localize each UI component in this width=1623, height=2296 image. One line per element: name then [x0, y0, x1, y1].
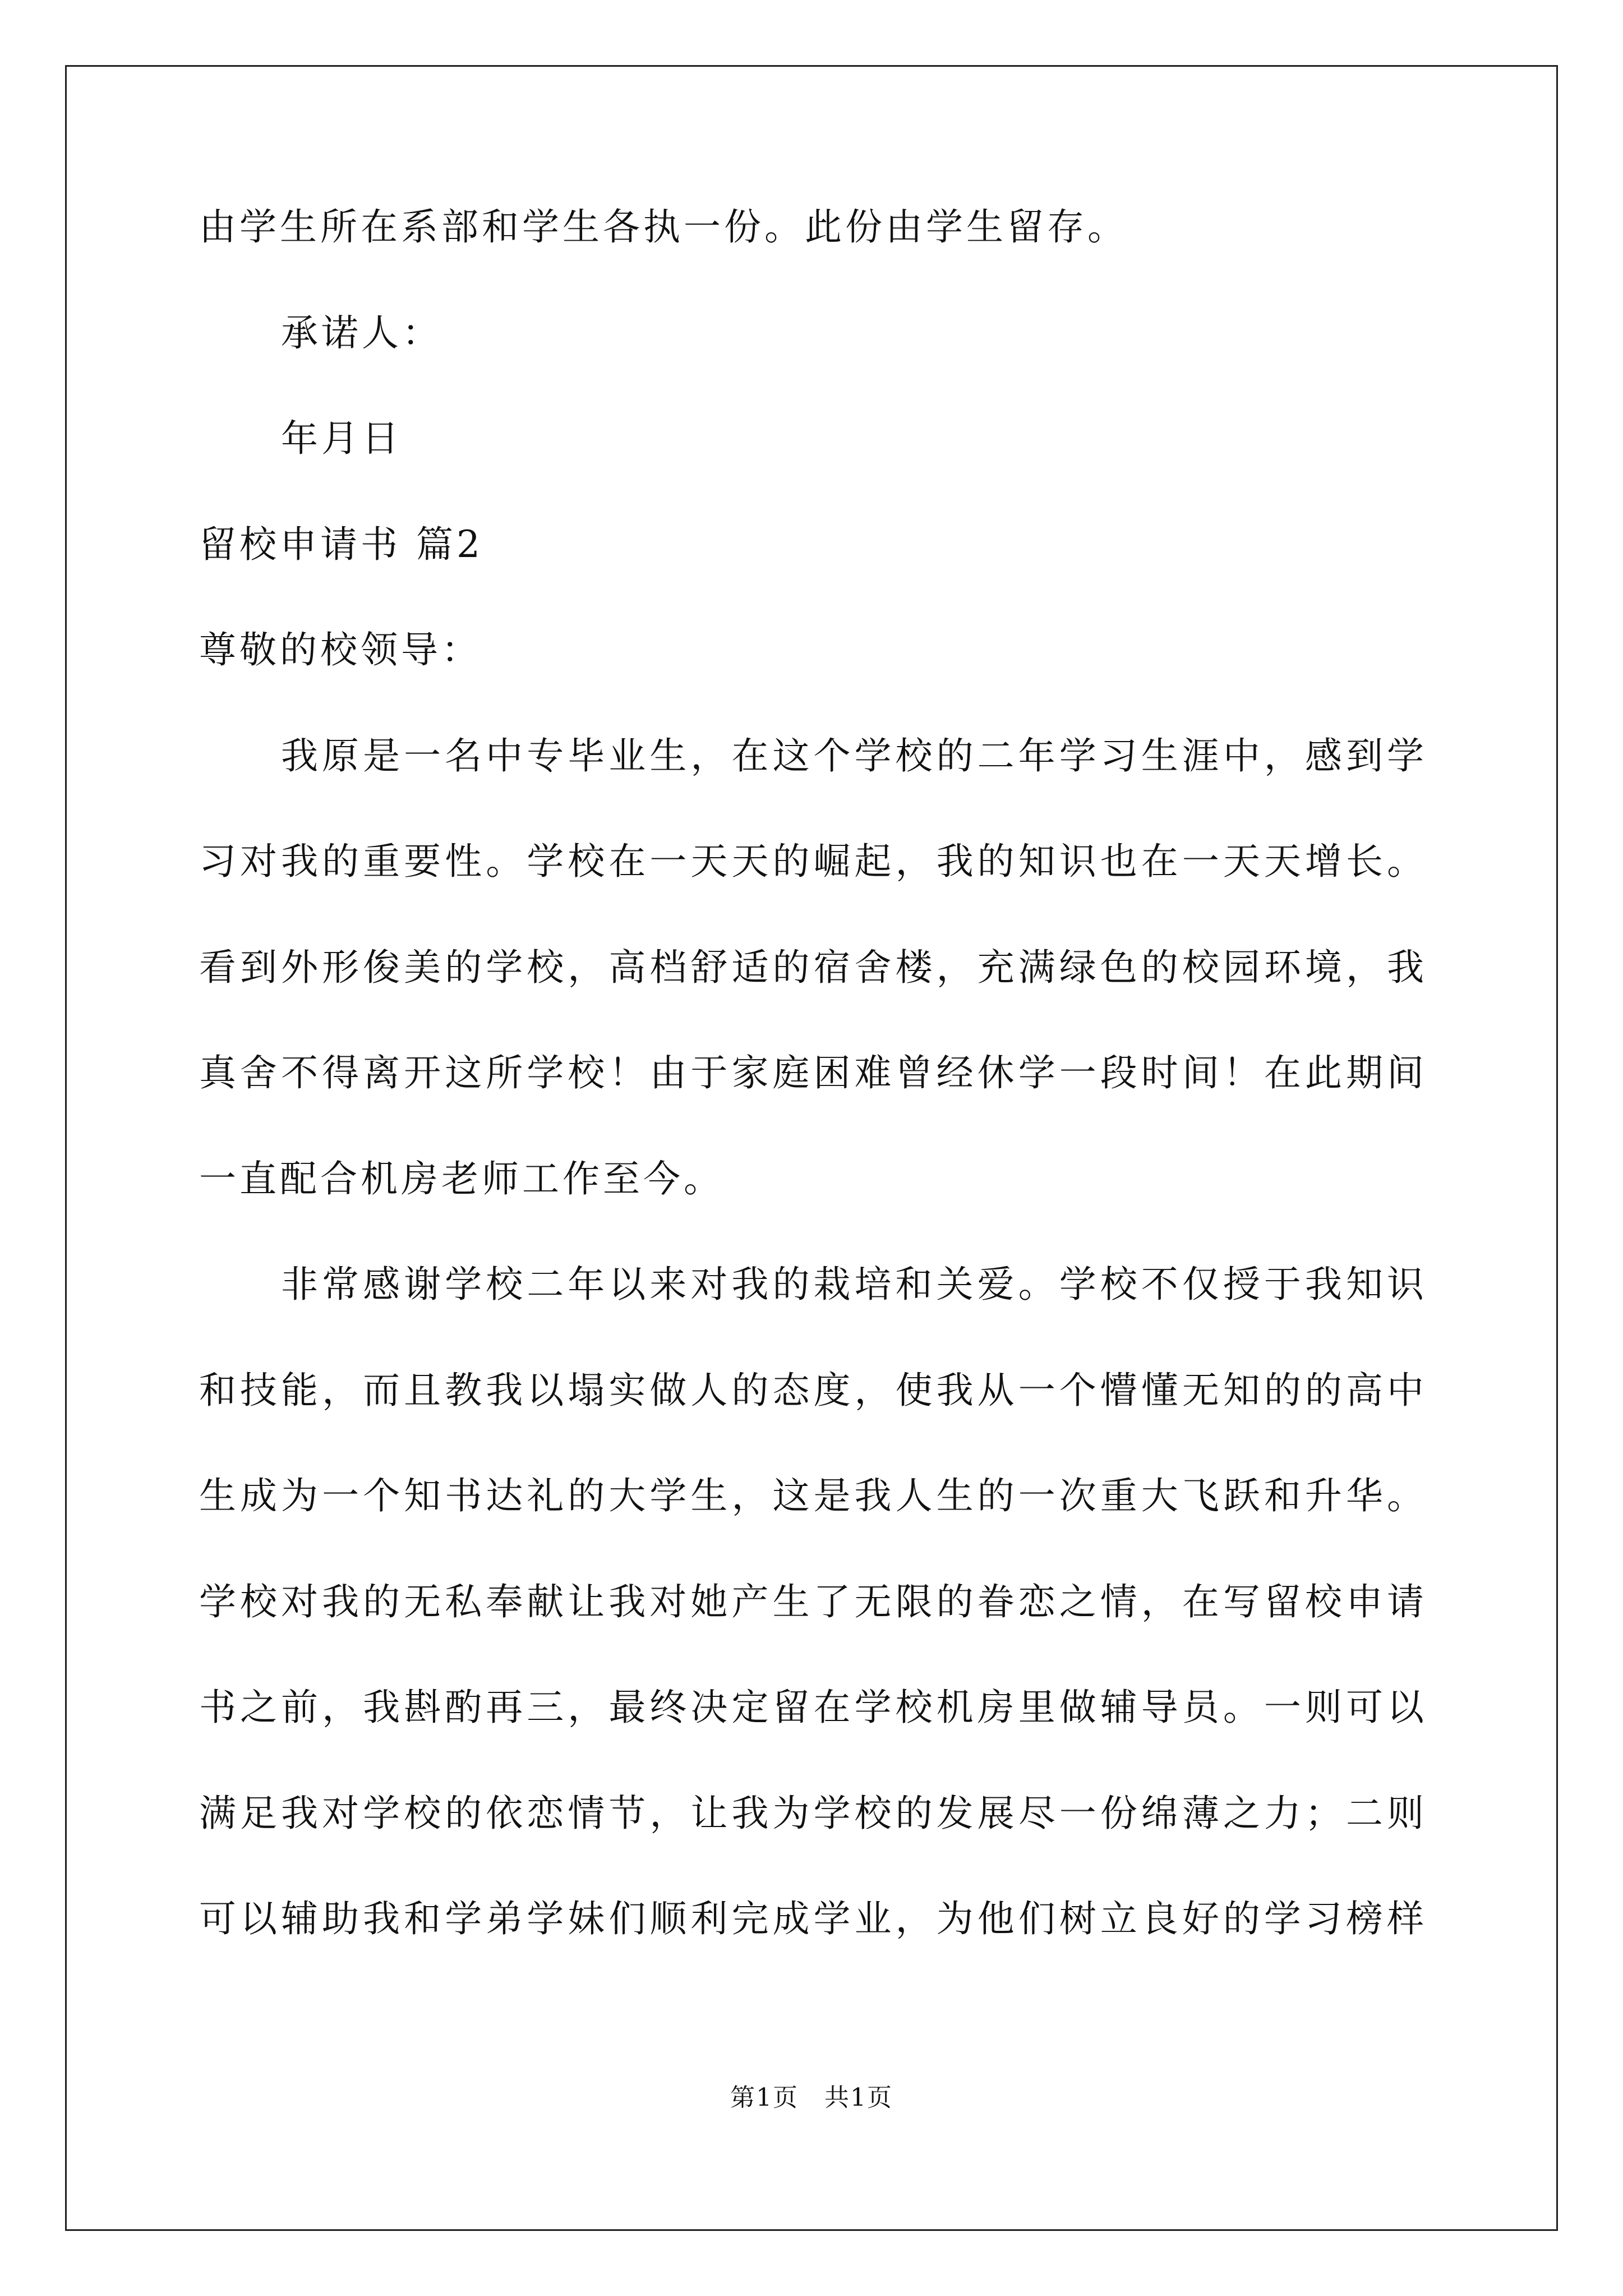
- paragraph-line: 看到外形俊美的学校，高档舒适的宿舍楼，充满绿色的校园环境，我: [199, 945, 1424, 989]
- paragraph-line: 可以辅助我和学弟学妹们顺利完成学业，为他们树立良好的学习榜样: [199, 1897, 1424, 1940]
- paragraph-line: 学校对我的无私奉献让我对她产生了无限的眷恋之情，在写留校申请: [199, 1580, 1424, 1623]
- salutation: 尊敬的校领导：: [199, 628, 482, 671]
- paragraph-line: 满足我对学校的依恋情节，让我为学校的发展尽一份绵薄之力；二则: [199, 1791, 1424, 1835]
- paragraph-line: 生成为一个知书达礼的大学生，这是我人生的一次重大飞跃和升华。: [199, 1474, 1424, 1517]
- paragraph-line: 习对我的重要性。学校在一天天的崛起，我的知识也在一天天增长。: [199, 840, 1424, 883]
- section-heading: 留校申请书 篇2: [199, 522, 483, 566]
- paragraph-line: 非常感谢学校二年以来对我的栽培和关爱。学校不仅授于我知识: [281, 1263, 1424, 1306]
- paragraph-line: 我原是一名中专毕业生，在这个学校的二年学习生涯中，感到学: [281, 734, 1424, 777]
- page-number-footer: 第1页 共1页: [730, 2083, 893, 2112]
- body-text-line: 由学生所在系部和学生各执一份。此份由学生留存。: [199, 205, 1128, 249]
- signatory-label: 承诺人：: [281, 311, 442, 355]
- date-label: 年月日: [281, 417, 402, 460]
- paragraph-line: 书之前，我斟酌再三，最终决定留在学校机房里做辅导员。一则可以: [199, 1686, 1424, 1729]
- document-body: [199, 205, 1424, 2007]
- paragraph-line: 真舍不得离开这所学校！由于家庭困难曾经休学一段时间！在此期间: [199, 1051, 1424, 1094]
- paragraph-line: 和技能，而且教我以塌实做人的态度，使我从一个懵懂无知的的高中: [199, 1368, 1424, 1412]
- paragraph-line: 一直配合机房老师工作至今。: [199, 1157, 724, 1200]
